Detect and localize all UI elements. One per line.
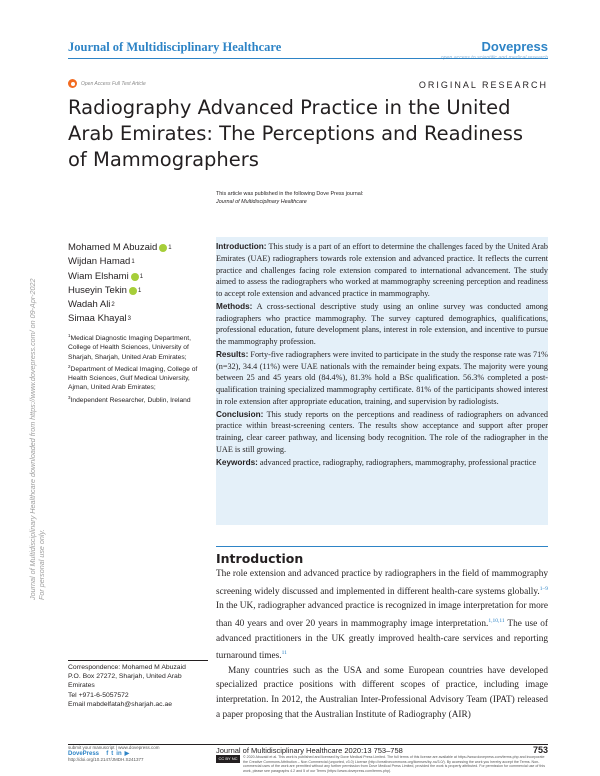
affiliation-sup: 1	[68, 333, 71, 338]
page-number: 753	[532, 745, 548, 755]
orcid-icon[interactable]	[159, 244, 167, 252]
author-name: Simaa Khayal	[68, 313, 127, 325]
author-item	[68, 298, 208, 312]
author-item	[68, 284, 208, 298]
abstract-results	[216, 349, 548, 408]
abstract-conclusion-text: This study reports on the perceptions and readiness of radiographers on advanced practice within breast-screening centers. The results show acceptance and support after proper training, clear career pathway, and licensing body recognition. The role of the radiographer in the UAE is still growing.	[216, 409, 548, 454]
author-affiliation-sup: 3	[127, 316, 131, 323]
correspondence-address: P.O. Box 27272, Sharjah, United Arab Emirates	[68, 673, 182, 690]
publisher-name: Dovepress	[481, 39, 548, 54]
abstract-keywords-label: Keywords:	[216, 457, 258, 467]
introduction-text: The use of advanced practitioners in the UK greatly improved health-care services and reporting turnaround times.	[216, 618, 548, 662]
affiliation-text: Department of Medical Imaging, College of Health Sciences, Gulf Medical University, Ajman, United Arab Emirates;	[68, 366, 198, 392]
author-item	[68, 255, 208, 269]
footer-citation: Journal of Multidisciplinary Healthcare 2020:13 753–758	[216, 746, 403, 755]
author-name: Wijdan Hamad	[68, 256, 131, 268]
correspondence-phone: Tel +971-6-5057572	[68, 691, 129, 699]
author-item	[68, 241, 208, 255]
affiliations	[68, 331, 206, 405]
introduction-divider	[216, 546, 548, 547]
orcid-icon[interactable]	[129, 287, 137, 295]
publication-note	[216, 190, 363, 206]
open-access-lock-icon	[68, 79, 77, 88]
correspondence-name: Correspondence: Mohamed M Abuzaid	[68, 664, 186, 671]
author-affiliation-sup: 1	[131, 259, 135, 266]
author-list	[68, 241, 208, 327]
license-text: © 2020 Abuzaid et al. This work is published and licensed by Dove Medical Press Limited. The full terms of this license are available at https://www.dovepress.com/terms.php and incorporate the Creative Commons Attribution – Non Commercial (unported, v3.0) License (http://creativecommons.org/licenses/by-nc/3.0/). By accessing the work you hereby accept the Terms. Non-commercial uses of the work are permitted without any further permission from Dove Medical Press Limited, provided the work is properly attributed. For permission for commercial use of this work, please see paragraphs 4.2 and 5 of our Terms (https://www.dovepress.com/terms.php).	[243, 755, 545, 773]
introduction-body	[216, 567, 548, 722]
affiliation-item	[68, 331, 206, 362]
abstract-box	[216, 237, 548, 525]
journal-name: Journal of Multidisciplinary Healthcare	[68, 40, 282, 54]
author-name: Huseyin Tekin	[68, 284, 127, 296]
abstract-keywords	[216, 457, 548, 469]
affiliation-text: Medical Diagnostic Imaging Department, College of Health Sciences, University of Sharjah, Sharjah, United Arab Emirates;	[68, 335, 191, 361]
download-watermark	[28, 279, 46, 600]
abstract-introduction-label: Introduction:	[216, 242, 267, 251]
twitter-icon[interactable]: t	[111, 751, 114, 757]
affiliation-item	[68, 362, 206, 393]
author-affiliation-sup: 2	[111, 302, 115, 309]
publication-note-line: This article was published in the following Dove Press journal:	[216, 191, 364, 197]
abstract-conclusion-label: Conclusion:	[216, 409, 264, 419]
author-affiliation-sup: 1	[139, 273, 144, 280]
license-block	[216, 755, 548, 773]
social-links	[106, 751, 132, 757]
affiliation-sup: 3	[68, 394, 71, 400]
submit-manuscript-link[interactable]: submit your manuscript | www.dovepress.com	[68, 745, 160, 750]
reference-link[interactable]: 1,10,11	[488, 617, 505, 624]
open-access-badge	[68, 79, 146, 88]
abstract-methods-text: A cross-sectional descriptive study using an online survey was conducted among radiographers who practice mammography. The survey captured demographics, qualifications, professional education, future development plans, interest in role extension, and incentive to pursue the mammography profession.	[216, 301, 548, 346]
watermark-line: Journal of Multidisciplinary Healthcare downloaded from https://www.dovepress.com/ on 09-Apr-2022	[28, 278, 37, 600]
abstract-results-label: Results:	[216, 349, 249, 359]
author-name: Wiam Elshami	[68, 270, 129, 282]
youtube-icon[interactable]: ▶	[124, 751, 130, 757]
author-name: Mohamed M Abuzaid	[68, 242, 158, 253]
affiliation-sup: 2	[68, 363, 71, 369]
author-item	[68, 270, 208, 284]
watermark-line: For personal use only.	[37, 529, 46, 600]
abstract-keywords-text: advanced practice, radiography, radiographers, mammography, professional practice	[259, 457, 537, 467]
introduction-text: In the UK, radiographer advanced practice is recognized in image interpretation for more than 40 years and over 20 years in mammography image interpretation.	[216, 601, 548, 629]
author-item	[68, 312, 208, 326]
publication-note-journal[interactable]: Journal of Multidisciplinary Healthcare	[216, 199, 307, 205]
orcid-icon[interactable]	[131, 273, 139, 281]
doi-link[interactable]: http://doi.org/10.2147/JMDH.S241377	[68, 757, 144, 763]
affiliation-item	[68, 393, 206, 405]
open-access-label: Open Access Full Text Article	[81, 80, 146, 87]
footer-publisher: DovePress	[68, 751, 100, 758]
abstract-results-text: Forty-five radiographers were invited to participate in the study the response rate was 71% (n=32), 34.4 (11%) were UAE nationals with the remainder being expats. The majority were young between 25 and 45 years old (84.4%), 81.3% hold a BSc qualification. 56.3% completed a post-qualification training specialized mammography certificate. 81% of the participants showed interest in role extension after appropriate education, training, and supervision by radiologists.	[216, 349, 548, 406]
article-type: ORIGINAL RESEARCH	[418, 80, 548, 90]
affiliation-text: Independent Researcher, Dublin, Ireland	[70, 396, 191, 404]
footer-left	[68, 745, 208, 763]
author-affiliation-sup: 1	[137, 287, 142, 294]
facebook-icon[interactable]: f	[106, 751, 109, 757]
introduction-text: The role extension and advanced practice by radiographers in the field of mammography screening widely discussed and implemented in different health-care systems globally.	[216, 569, 548, 597]
abstract-introduction-text: This study is a part of an effort to determine the challenges faced by the United Arab Emirates (UAE) radiographers towards role extension and advanced practice. It reflects the current practice and challenges facing role extension compared to international advancement. The study aimed to assess the radiographers who worked at mammography screening perception and readiness to accept role extension and advanced practice in mammography.	[216, 242, 548, 298]
author-affiliation-sup: 1	[168, 245, 172, 251]
cc-license-badge[interactable]: CC BY NC	[216, 755, 240, 763]
introduction-paragraph: Many countries such as the USA and some European countries have developed specialized practice positions with different scopes of practice, including image interpretation. In 2012, the Australian Inter-Professional Advisory Team (IPAT) released a paper proposing that the Australian Institute of Radiography (AIR)	[216, 665, 548, 720]
abstract-methods-label: Methods:	[216, 301, 253, 311]
correspondence-email[interactable]: Email mabdelfatah@sharjah.ac.ae	[68, 700, 173, 708]
abstract-methods	[216, 301, 548, 348]
reference-link[interactable]: 11	[281, 650, 287, 657]
reference-link[interactable]: 1–9	[539, 585, 548, 592]
abstract-conclusion	[216, 409, 548, 456]
article-title: Radiography Advanced Practice in the United Arab Emirates: The Perceptions and Readiness of Mammographers	[68, 96, 524, 171]
linkedin-icon[interactable]: in	[116, 751, 122, 757]
correspondence-block	[68, 660, 208, 709]
introduction-paragraph	[216, 567, 548, 664]
introduction-heading: Introduction	[216, 551, 304, 566]
abstract-introduction	[216, 241, 548, 300]
publisher-tagline: open access to scientific and medical research	[440, 55, 548, 61]
header-divider	[68, 58, 548, 59]
author-name: Wadah Ali	[68, 299, 111, 311]
